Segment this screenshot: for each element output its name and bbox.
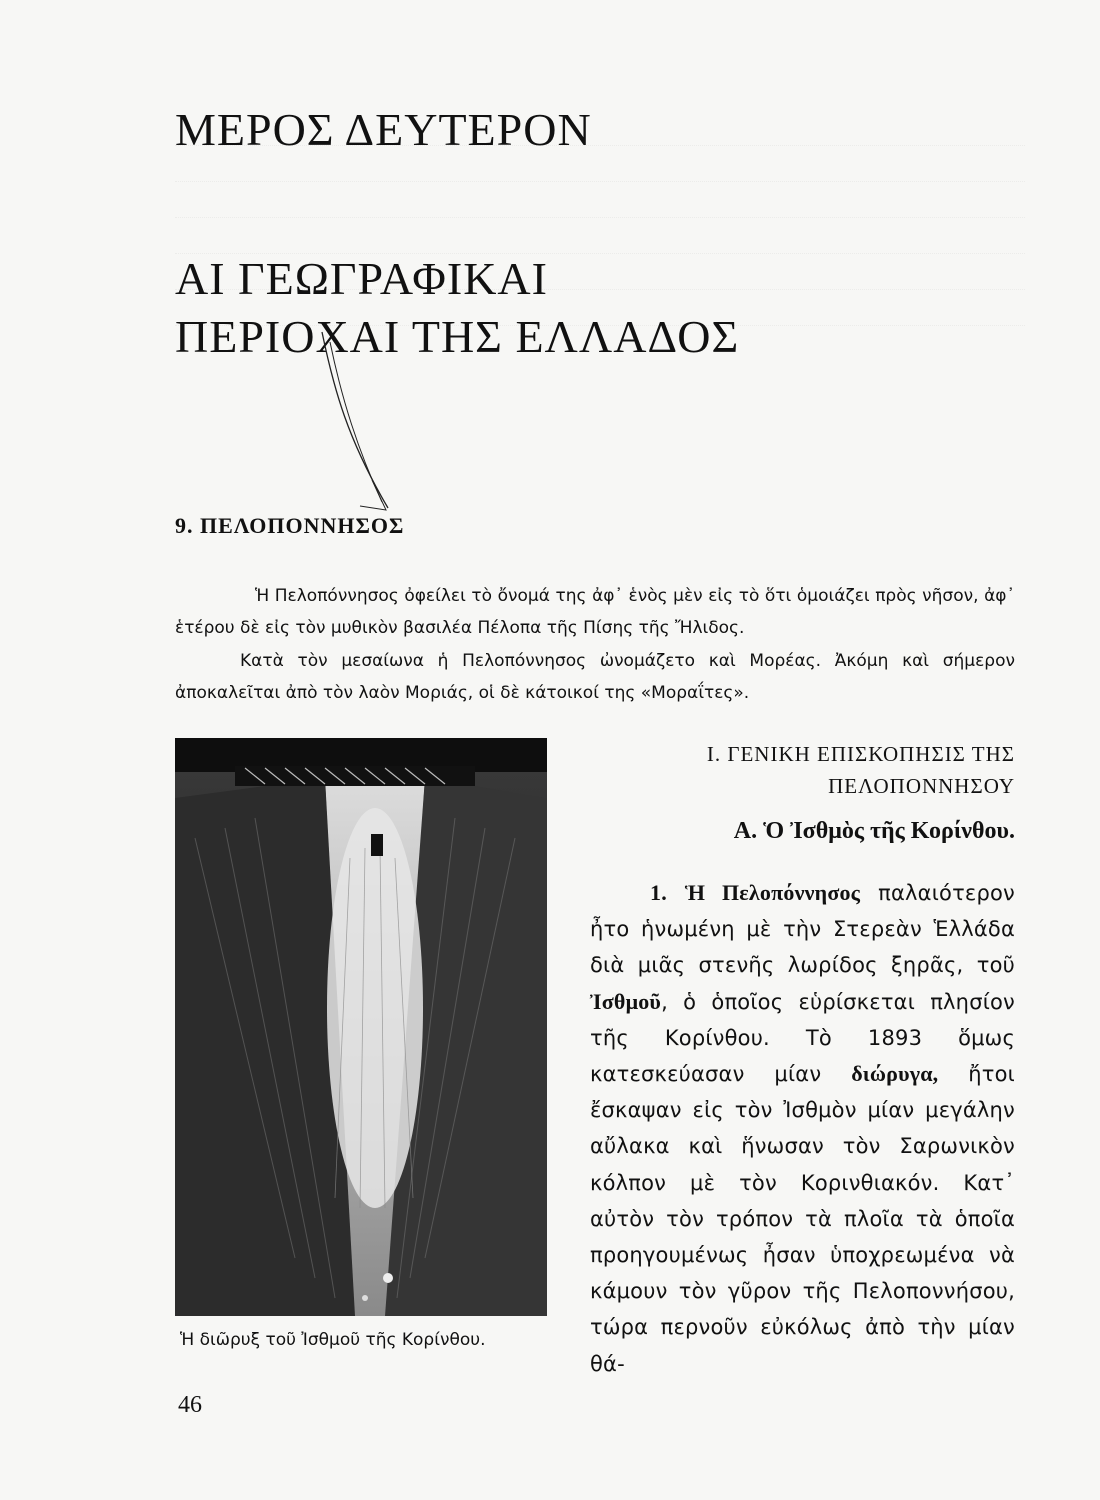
subsection-heading: Α. Ὁ Ἰσθμὸς τῆς Κορίνθου. (733, 818, 1015, 844)
paragraph-number: 1. (650, 880, 667, 905)
part-title: ΜΕΡΟΣ ΔΕΥΤΕΡΟΝ (175, 104, 592, 155)
canal-illustration (175, 738, 547, 1316)
main-title-line-1: ΑΙ ΓΕΩΓΡΑΦΙΚΑΙ (175, 253, 548, 304)
main-title (175, 250, 739, 366)
body-paragraph (590, 875, 1015, 1382)
section-heading-line-1: Ι. ΓΕΝΙΚΗ ΕΠΙΣΚΟΠΗΣΙΣ ΤΗΣ (706, 742, 1015, 766)
body-text-2: , ὁ ὁποῖος εὑρίσκεται πλησίον τῆς Κορίνθου. Τὸ 1893 ὅμως κατεσκεύασαν μίαν (590, 989, 1015, 1087)
intro-paragraph-1: Ἡ Πελοπόννησος ὀφείλει τὸ ὄνομά της ἀφ᾽ ἑνὸς μὲν εἰς τὸ ὅτι ὁμοιάζει πρὸς νῆσον, ἀφ᾽ ἑτέρου δὲ εἰς τὸν μυθικὸν βασιλέα Πέλοπα τῆς Πίσης τῆς Ἤλιδος. (175, 586, 1015, 638)
pen-mark (320, 330, 400, 530)
chapter-heading: 9. ΠΕΛΟΠΟΝΝΗΣΟΣ (175, 513, 405, 538)
photo-caption: Ἡ διῶρυξ τοῦ Ἰσθμοῦ τῆς Κορίνθου. (180, 1330, 486, 1350)
page-number: 46 (178, 1392, 202, 1418)
term-canal: διώρυγα, (851, 1061, 939, 1087)
main-title-line-2: ΠΕΡΙΟΧΑΙ ΤΗΣ ΕΛΛΑΔΟΣ (175, 311, 740, 362)
body-text-3: ἤτοι ἔσκαψαν εἰς τὸν Ἰσθμὸν μίαν μεγάλην αὔλακα καὶ ἥνωσαν τὸν Σαρωνικὸν κόλπον μὲ τὸν Κορινθιακόν. Κατ᾽ αὐτὸν τὸν τρόπον τὰ πλοῖα τὰ ὁποῖα προηγουμένως ἦσαν ὑποχρεωμένα νὰ κάμουν τὸν γῦρον τῆς Πελοποννήσου, τώρα περνοῦν εὐκόλως ἀπὸ τὴν μίαν θά- (590, 1062, 1015, 1376)
intro-paragraph-2: Κατὰ τὸν μεσαίωνα ἡ Πελοπόννησος ὠνομάζετο καὶ Μορέας. Ἀκόμη καὶ σήμερον ἀποκαλεῖται ἀπὸ τὸν λαὸν Μοριάς, οἱ δὲ κάτοικοί της «Μοραΐτες». (175, 651, 1015, 703)
corinth-canal-photo (175, 738, 547, 1316)
section-heading (707, 738, 1015, 802)
term-isthmus: Ἰσθμοῦ (590, 988, 662, 1014)
term-peloponnese: Ἡ Πελοπόννησος (684, 880, 861, 905)
section-heading-line-2: ΠΕΛΟΠΟΝΝΗΣΟΥ (828, 774, 1015, 798)
body-text-1: παλαιότερον ἦτο ἡνωμένη μὲ τὴν Στερεὰν Ἑλλάδα διὰ μιᾶς στενῆς λωρίδος ξηρᾶς, τοῦ (590, 881, 1015, 978)
